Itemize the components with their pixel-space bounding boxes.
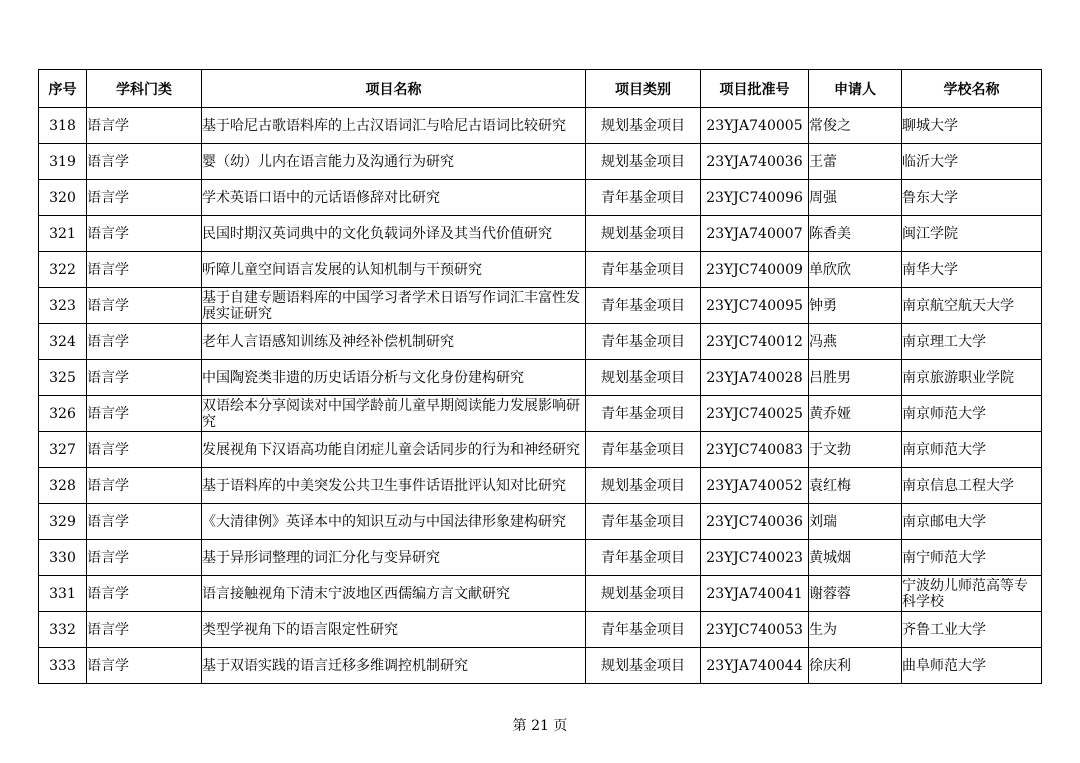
cell-project-type: 规划基金项目 (586, 648, 701, 684)
cell-applicant: 黄城烟 (809, 540, 902, 576)
cell-seq: 321 (39, 216, 87, 252)
cell-project-type: 青年基金项目 (586, 324, 701, 360)
cell-category: 语言学 (87, 576, 202, 612)
cell-seq: 331 (39, 576, 87, 612)
cell-school: 南京邮电大学 (902, 504, 1042, 540)
cell-school: 南京理工大学 (902, 324, 1042, 360)
cell-seq: 325 (39, 360, 87, 396)
table-row (39, 144, 1042, 180)
project-table (38, 69, 1042, 684)
cell-project-type: 规划基金项目 (586, 360, 701, 396)
cell-approval-no: 23YJC740009 (701, 252, 809, 288)
cell-applicant: 吕胜男 (809, 360, 902, 396)
cell-category: 语言学 (87, 144, 202, 180)
cell-approval-no: 23YJA740007 (701, 216, 809, 252)
header-school: 学校名称 (902, 70, 1042, 108)
cell-seq: 323 (39, 288, 87, 324)
header-project-type: 项目类别 (586, 70, 701, 108)
table-row (39, 612, 1042, 648)
table-row (39, 540, 1042, 576)
cell-project-type: 青年基金项目 (586, 252, 701, 288)
cell-category: 语言学 (87, 432, 202, 468)
cell-school: 齐鲁工业大学 (902, 612, 1042, 648)
cell-seq: 329 (39, 504, 87, 540)
cell-project-type: 青年基金项目 (586, 396, 701, 432)
table-body (39, 108, 1042, 684)
cell-school: 南京信息工程大学 (902, 468, 1042, 504)
table-row (39, 252, 1042, 288)
cell-school: 南京师范大学 (902, 396, 1042, 432)
table-header-row (39, 70, 1042, 108)
cell-applicant: 生为 (809, 612, 902, 648)
cell-category: 语言学 (87, 468, 202, 504)
table-row (39, 468, 1042, 504)
cell-approval-no: 23YJA740005 (701, 108, 809, 144)
cell-project-name: 听障儿童空间语言发展的认知机制与干预研究 (202, 252, 586, 288)
table-row (39, 360, 1042, 396)
cell-project-type: 规划基金项目 (586, 216, 701, 252)
cell-approval-no: 23YJA740036 (701, 144, 809, 180)
cell-category: 语言学 (87, 252, 202, 288)
cell-applicant: 刘瑞 (809, 504, 902, 540)
cell-school: 聊城大学 (902, 108, 1042, 144)
cell-applicant: 谢蓉蓉 (809, 576, 902, 612)
cell-approval-no: 23YJC740023 (701, 540, 809, 576)
cell-applicant: 王蕾 (809, 144, 902, 180)
cell-category: 语言学 (87, 216, 202, 252)
cell-applicant: 陈香美 (809, 216, 902, 252)
cell-applicant: 常俊之 (809, 108, 902, 144)
cell-school: 曲阜师范大学 (902, 648, 1042, 684)
cell-approval-no: 23YJA740052 (701, 468, 809, 504)
cell-seq: 330 (39, 540, 87, 576)
cell-project-name: 基于哈尼古歌语料库的上古汉语词汇与哈尼古语词比较研究 (202, 108, 586, 144)
cell-school: 南京旅游职业学院 (902, 360, 1042, 396)
cell-category: 语言学 (87, 288, 202, 324)
cell-applicant: 袁红梅 (809, 468, 902, 504)
table-row (39, 396, 1042, 432)
cell-category: 语言学 (87, 540, 202, 576)
cell-approval-no: 23YJC740083 (701, 432, 809, 468)
cell-applicant: 钟勇 (809, 288, 902, 324)
cell-approval-no: 23YJC740025 (701, 396, 809, 432)
cell-project-name: 婴（幼）儿内在语言能力及沟通行为研究 (202, 144, 586, 180)
cell-school: 南京师范大学 (902, 432, 1042, 468)
cell-applicant: 周强 (809, 180, 902, 216)
cell-approval-no: 23YJC740012 (701, 324, 809, 360)
cell-school: 临沂大学 (902, 144, 1042, 180)
cell-applicant: 黄乔娅 (809, 396, 902, 432)
cell-project-type: 青年基金项目 (586, 504, 701, 540)
cell-category: 语言学 (87, 648, 202, 684)
cell-school: 南宁师范大学 (902, 540, 1042, 576)
cell-school: 鲁东大学 (902, 180, 1042, 216)
cell-project-type: 青年基金项目 (586, 432, 701, 468)
cell-seq: 326 (39, 396, 87, 432)
table-row (39, 108, 1042, 144)
page-number: 第 21 页 (512, 718, 568, 734)
cell-project-name: 民国时期汉英词典中的文化负载词外译及其当代价值研究 (202, 216, 586, 252)
cell-category: 语言学 (87, 396, 202, 432)
table-row (39, 648, 1042, 684)
cell-project-name: 基于双语实践的语言迁移多维调控机制研究 (202, 648, 586, 684)
cell-seq: 318 (39, 108, 87, 144)
header-applicant: 申请人 (809, 70, 902, 108)
cell-category: 语言学 (87, 612, 202, 648)
cell-project-type: 青年基金项目 (586, 612, 701, 648)
cell-project-name: 老年人言语感知训练及神经补偿机制研究 (202, 324, 586, 360)
table-row (39, 324, 1042, 360)
cell-category: 语言学 (87, 324, 202, 360)
cell-approval-no: 23YJA740028 (701, 360, 809, 396)
cell-school: 闽江学院 (902, 216, 1042, 252)
cell-project-name: 语言接触视角下清末宁波地区西儒编方言文献研究 (202, 576, 586, 612)
cell-seq: 320 (39, 180, 87, 216)
cell-seq: 328 (39, 468, 87, 504)
cell-seq: 333 (39, 648, 87, 684)
cell-project-type: 青年基金项目 (586, 540, 701, 576)
cell-project-name: 基于异形词整理的词汇分化与变异研究 (202, 540, 586, 576)
cell-category: 语言学 (87, 504, 202, 540)
cell-project-name: 类型学视角下的语言限定性研究 (202, 612, 586, 648)
cell-approval-no: 23YJC740036 (701, 504, 809, 540)
cell-seq: 319 (39, 144, 87, 180)
cell-project-name: 发展视角下汉语高功能自闭症儿童会话同步的行为和神经研究 (202, 432, 586, 468)
table-row (39, 288, 1042, 324)
cell-school: 南华大学 (902, 252, 1042, 288)
header-project-name: 项目名称 (202, 70, 586, 108)
cell-seq: 324 (39, 324, 87, 360)
cell-project-type: 规划基金项目 (586, 108, 701, 144)
cell-project-name: 基于自建专题语料库的中国学习者学术日语写作词汇丰富性发展实证研究 (202, 288, 586, 324)
cell-project-type: 青年基金项目 (586, 180, 701, 216)
header-category: 学科门类 (87, 70, 202, 108)
cell-project-name: 《大清律例》英译本中的知识互动与中国法律形象建构研究 (202, 504, 586, 540)
cell-project-name: 双语绘本分享阅读对中国学龄前儿童早期阅读能力发展影响研究 (202, 396, 586, 432)
cell-approval-no: 23YJA740041 (701, 576, 809, 612)
cell-category: 语言学 (87, 180, 202, 216)
table-row (39, 576, 1042, 612)
cell-approval-no: 23YJC740053 (701, 612, 809, 648)
cell-category: 语言学 (87, 360, 202, 396)
cell-applicant: 徐庆利 (809, 648, 902, 684)
header-seq: 序号 (39, 70, 87, 108)
header-approval-no: 项目批准号 (701, 70, 809, 108)
table-row (39, 432, 1042, 468)
table-row (39, 180, 1042, 216)
cell-school: 宁波幼儿师范高等专科学校 (902, 576, 1042, 612)
table-row (39, 216, 1042, 252)
cell-project-name: 中国陶瓷类非遗的历史话语分析与文化身份建构研究 (202, 360, 586, 396)
cell-applicant: 于文勃 (809, 432, 902, 468)
cell-seq: 322 (39, 252, 87, 288)
cell-applicant: 冯燕 (809, 324, 902, 360)
cell-school: 南京航空航天大学 (902, 288, 1042, 324)
cell-project-name: 学术英语口语中的元话语修辞对比研究 (202, 180, 586, 216)
cell-seq: 327 (39, 432, 87, 468)
cell-approval-no: 23YJC740096 (701, 180, 809, 216)
cell-project-name: 基于语料库的中美突发公共卫生事件话语批评认知对比研究 (202, 468, 586, 504)
cell-seq: 332 (39, 612, 87, 648)
cell-project-type: 规划基金项目 (586, 576, 701, 612)
table-row (39, 504, 1042, 540)
cell-approval-no: 23YJC740095 (701, 288, 809, 324)
cell-approval-no: 23YJA740044 (701, 648, 809, 684)
cell-project-type: 规划基金项目 (586, 468, 701, 504)
cell-applicant: 单欣欣 (809, 252, 902, 288)
cell-project-type: 规划基金项目 (586, 144, 701, 180)
cell-project-type: 青年基金项目 (586, 288, 701, 324)
cell-category: 语言学 (87, 108, 202, 144)
